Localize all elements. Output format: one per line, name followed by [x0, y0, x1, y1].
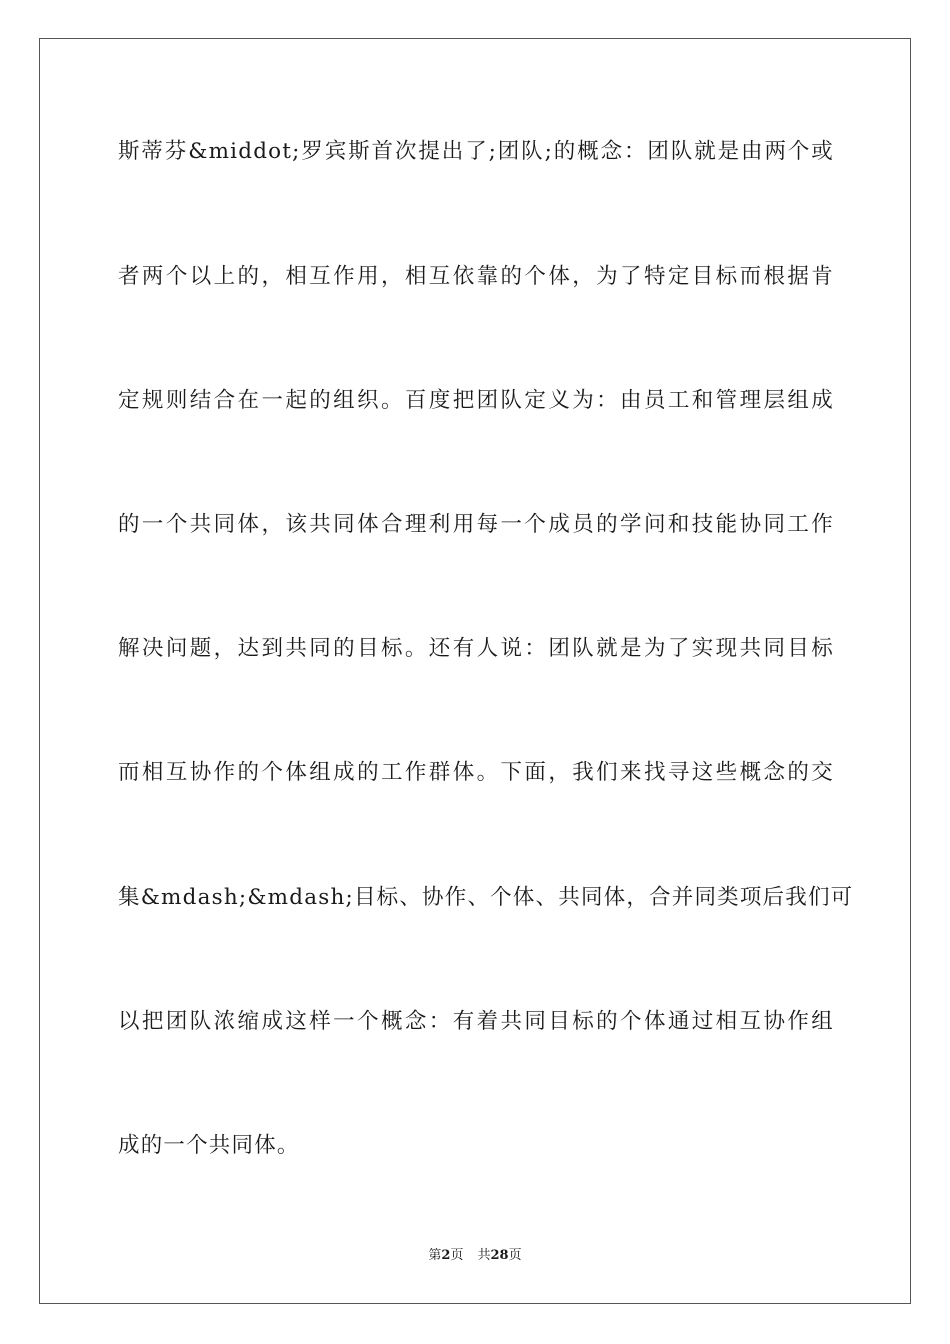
total-suffix: 页 [508, 1248, 522, 1263]
body-text-line-5: 解决问题，达到共同的目标。还有人说：团队就是为了实现共同目标 [118, 636, 834, 661]
body-text-line-1: 斯蒂芬&middot;罗宾斯首次提出了;团队;的概念：团队就是由两个或 [118, 139, 834, 164]
page-border [39, 38, 911, 1304]
page-prefix: 第 [428, 1248, 442, 1263]
page-suffix: 页 [450, 1248, 464, 1263]
body-text-line-8: 以把团队浓缩成这样一个概念：有着共同目标的个体通过相互协作组 [118, 1009, 834, 1034]
total-pages: 28 [490, 1248, 509, 1263]
body-text-line-2: 者两个以上的，相互作用，相互依靠的个体，为了特定目标而根据肯 [118, 264, 834, 289]
body-text-line-3: 定规则结合在一起的组织。百度把团队定义为：由员工和管理层组成 [118, 388, 834, 413]
page-number: 2 [441, 1248, 451, 1263]
body-text-line-7: 集&mdash;&mdash;目标、协作、个体、共同体，合并同类项后我们可 [118, 885, 854, 910]
body-text-line-6: 而相互协作的个体组成的工作群体。下面，我们来找寻这些概念的交 [118, 760, 834, 785]
body-text-line-4: 的一个共同体，该共同体合理利用每一个成员的学问和技能协同工作 [118, 512, 834, 537]
page-footer [0, 1247, 950, 1265]
body-text-line-9: 成的一个共同体。 [118, 1133, 300, 1158]
total-prefix: 共 [477, 1248, 491, 1263]
